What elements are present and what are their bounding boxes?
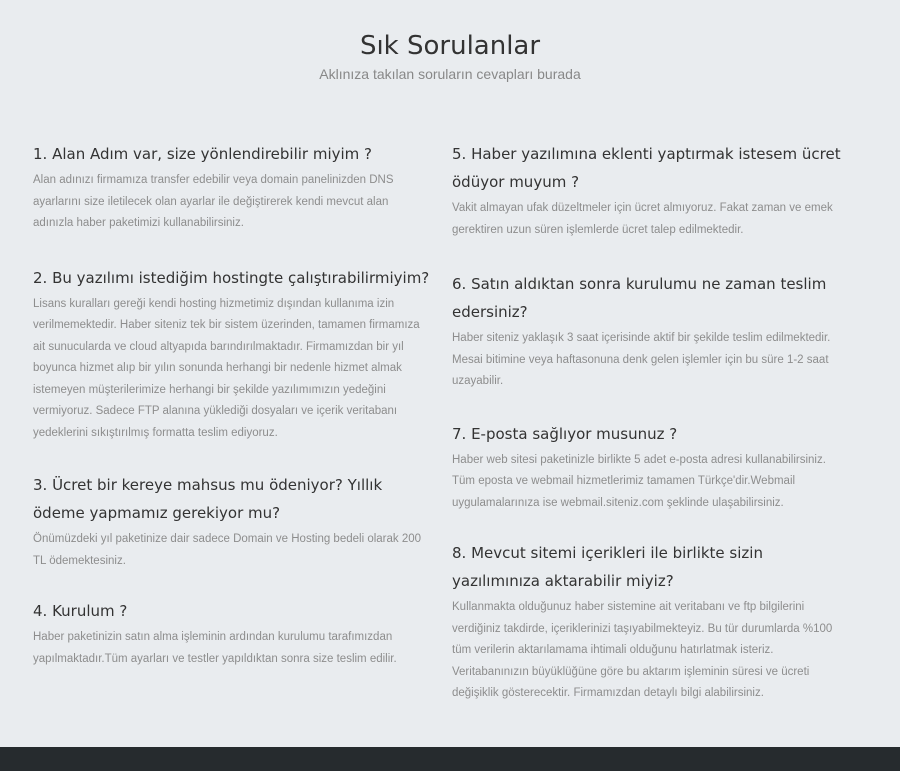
faq-header: [0, 30, 900, 83]
faq-question: 6. Satın aldıktan sonra kurulumu ne zaman teslim edersiniz?: [452, 275, 827, 321]
faq-item: [452, 420, 848, 515]
faq-item: [33, 597, 431, 670]
faq-answer: Kullanmakta olduğunuz haber sistemine ait veritabanı ve ftp bilgilerini verdiğiniz takdirde, içeriklerinizi taşıyabilmekteyiz. Bu tür durumlarda %100 tüm verilerin aktarılamama ihtimali olduğunu hatırlatmak isteriz. Veritabanınızın büyüklüğüne göre bu aktarım işleminin süresi ve ücreti değişiklik gösterecektir. Firmamızdan detaylı bilgi alabilirsiniz.: [452, 601, 833, 699]
faq-question: 8. Mevcut sitemi içerikleri ile birlikte sizin yazılımınıza aktarabilir miyiz?: [452, 544, 763, 590]
faq-answer: Haber siteniz yaklaşık 3 saat içerisinde aktif bir şekilde teslim edilmektedir. Mesai bitimine veya haftasonuna denk gelen işlemler için bu süre 1-2 saat uzayabilir.: [452, 332, 831, 387]
faq-answer: Alan adınızı firmamıza transfer edebilir veya domain panelinizden DNS ayarlarını size iletilecek olan ayarlar ile değiştirerek kendi mevcut alan adınızla haber paketimizi kullanabilirsiniz.: [33, 174, 394, 229]
faq-item: [33, 264, 431, 445]
faq-question: 7. E-posta sağlıyor musunuz ?: [452, 424, 678, 443]
faq-answer: Önümüzdeki yıl paketinize dair sadece Domain ve Hosting bedeli olarak 200 TL ödemektesiniz.: [33, 533, 422, 567]
faq-item: [452, 539, 848, 705]
faq-question: 1. Alan Adım var, size yönlendirebilir miyim ?: [33, 145, 373, 163]
faq-question: 4. Kurulum ?: [33, 602, 128, 620]
faq-question: 3. Ücret bir kereye mahsus mu ödeniyor? Yıllık ödeme yapmamız gerekiyor mu?: [33, 476, 383, 522]
faq-item: [33, 140, 431, 235]
faq-column-right: [452, 140, 848, 705]
faq-item: [452, 140, 848, 241]
page-title: Sık Sorulanlar: [359, 31, 541, 61]
page-subtitle: Aklınıza takılan soruların cevapları burada: [319, 66, 581, 82]
faq-question: 2. Bu yazılımı istediğim hostingte çalıştırabilirmiyim?: [33, 268, 430, 287]
faq-column-left: [33, 140, 431, 670]
faq-answer: Vakit almayan ufak düzeltmeler için ücret almıyoruz. Fakat zaman ve emek gerektiren uzun süren işlemlerde ücret talep edilmektedir.: [452, 202, 833, 236]
faq-item: [452, 270, 848, 393]
faq-answer: Haber paketinizin satın alma işleminin ardından kurulumu tarafımızdan yapılmaktadır.Tüm ayarları ve testler yapıldıktan sonra size teslim edilir.: [33, 631, 397, 665]
faq-item: [33, 471, 431, 572]
footer-bar: [0, 747, 900, 771]
faq-answer: Lisans kuralları gereği kendi hosting hizmetimiz dışından kullanıma izin verilmemektedir. Haber siteniz tek bir sistem üzerinden, tamamen firmamıza ait sunucularda ve cloud altyapıda barındırılmaktadır. Firmamızdan bir yıl boyunca hizmet alıp bir yılın sonunda herhangi bir nedenle hizmet almak istemeyen müşterilerimize herhangi bir şekilde yazılımımızın yedeğini vermiyoruz. Sadece FTP alanına yüklediği dosyaları ve içerik veritabanı yedeklerini sıkıştırılmış formatta teslim ediyoruz.: [33, 297, 420, 439]
faq-answer: Haber web sitesi paketinizle birlikte 5 adet e-posta adresi kullanabilirsiniz. Tüm eposta ve webmail hizmetlerimiz tamamen Türkçe'dir.Webmail uygulamalarınıza ise webmail.siteniz.com şeklinde ulaşabilirsiniz.: [452, 453, 826, 509]
faq-question: 5. Haber yazılımına eklenti yaptırmak istesem ücret ödüyor muyum ?: [452, 145, 841, 191]
